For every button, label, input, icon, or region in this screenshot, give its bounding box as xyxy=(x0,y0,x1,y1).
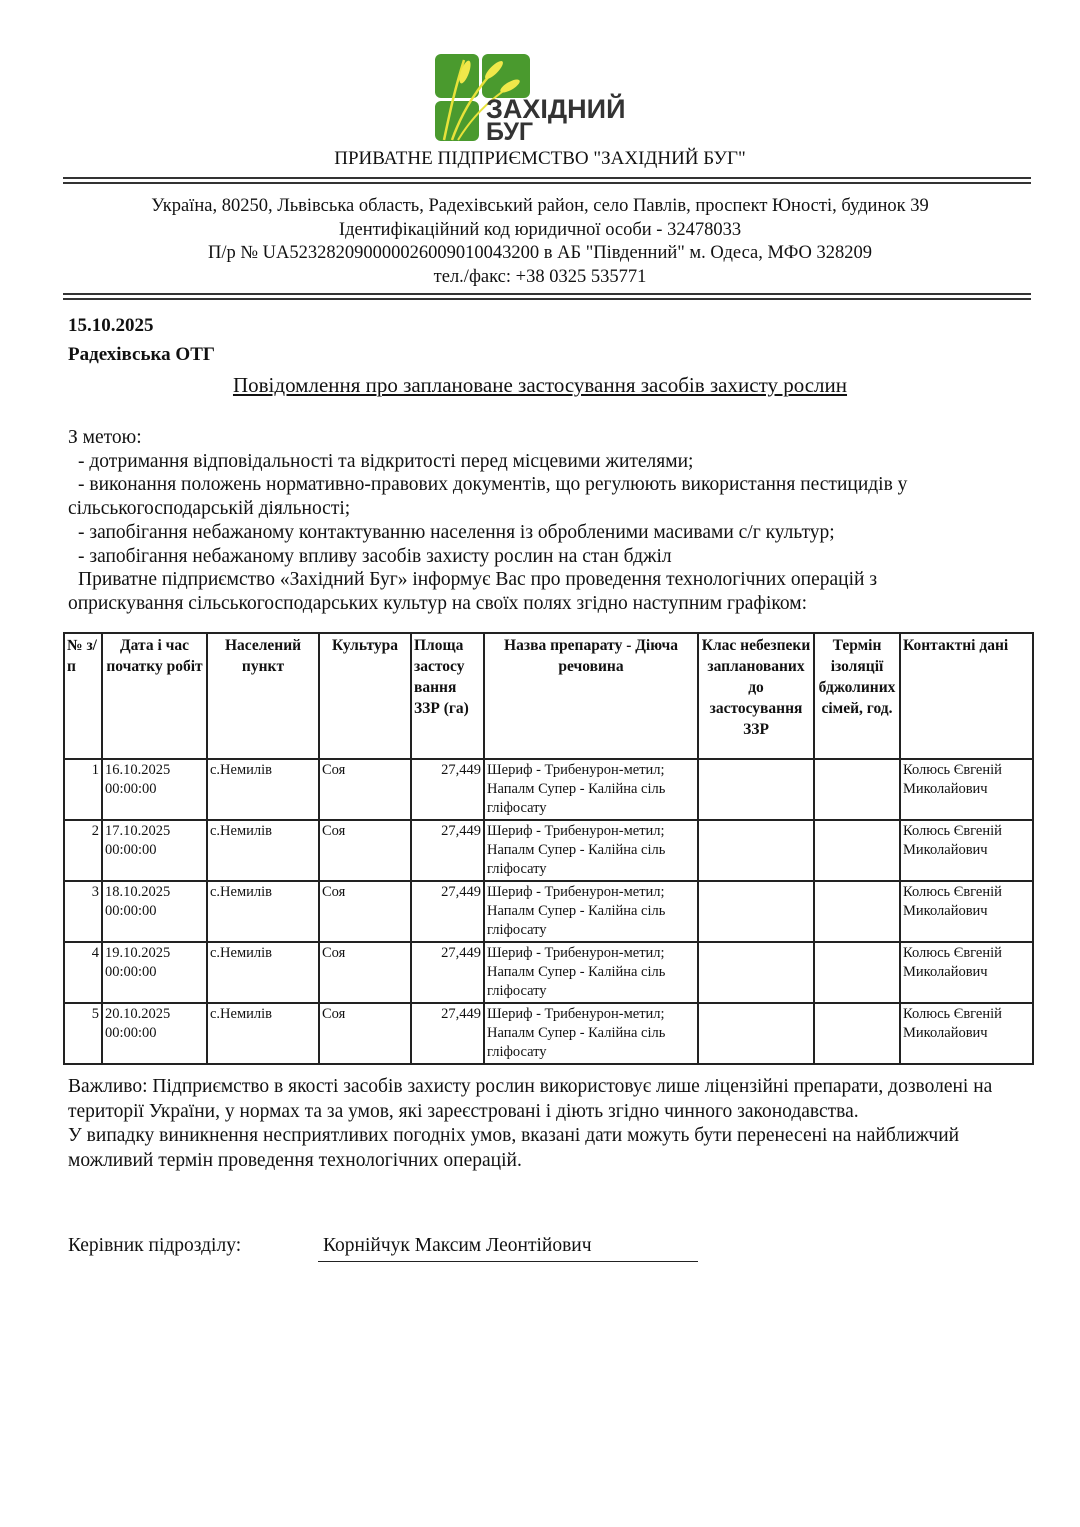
cell-number: 4 xyxy=(64,942,102,1003)
purpose-item-continuation: сільськогосподарській діяльності; xyxy=(68,498,351,520)
company-bank-account: П/р № UA523282090000026009010043200 в АБ "Південний" м. Одеса, МФО 328209 xyxy=(207,243,873,263)
cell-contact: Колюсь Євгеній Миколайович xyxy=(900,820,1033,881)
table-row xyxy=(64,820,1033,881)
cell-place: с.Немилів xyxy=(207,1003,319,1064)
info-line: Приватне підприємство «Західний Буг» інформує Вас про проведення технологічних операцій з xyxy=(78,569,878,591)
cell-number: 2 xyxy=(64,820,102,881)
table-header-row xyxy=(64,633,1033,759)
table-row xyxy=(64,759,1033,820)
cell-contact: Колюсь Євгеній Миколайович xyxy=(900,1003,1033,1064)
table-row xyxy=(64,942,1033,1003)
cell-product: Шериф - Трибенурон-метил; Напалм Супер - Калійна сіль гліфосату xyxy=(484,820,698,881)
col-header-bee-isolation: Термін ізоляції бджолиних сімей, год. xyxy=(814,633,900,759)
cell-crop: Соя xyxy=(319,759,411,820)
intro-text xyxy=(68,426,1033,616)
notes xyxy=(68,1075,1028,1173)
cell-place: с.Немилів xyxy=(207,881,319,942)
wheat-logo-icon xyxy=(432,52,662,144)
cell-crop: Соя xyxy=(319,820,411,881)
purpose-item: - запобігання небажаному контактуванню населення із обробленими масивами с/г культур; xyxy=(78,521,835,543)
cell-area: 27,449 xyxy=(411,1003,484,1064)
company-id-code: Ідентифікаційний код юридичної особи - 32478033 xyxy=(338,219,742,240)
col-header-number: № з/п xyxy=(64,633,102,759)
document-recipient: Радехівська ОТГ xyxy=(68,344,215,365)
company-address: Україна, 80250, Львівська область, Радехівський район, село Павлів, проспект Юності, будинок 39 xyxy=(151,196,929,216)
cell-hazard-class xyxy=(698,759,814,820)
svg-text:ЗАХІДНИЙ: ЗАХІДНИЙ xyxy=(486,94,626,124)
cell-date: 18.10.2025 00:00:00 xyxy=(102,881,207,942)
cell-hazard-class xyxy=(698,1003,814,1064)
document-date: 15.10.2025 xyxy=(68,315,154,336)
col-header-crop: Культура xyxy=(319,633,411,759)
col-header-hazard-class: Клас небезпеки запланованих до застосування ЗЗР xyxy=(698,633,814,759)
info-line: оприскування сільськогосподарських культур на своїх полях згідно наступним графіком: xyxy=(68,592,808,614)
cell-area: 27,449 xyxy=(411,942,484,1003)
col-header-place: Населений пункт xyxy=(207,633,319,759)
cell-product: Шериф - Трибенурон-метил; Напалм Супер - Калійна сіль гліфосату xyxy=(484,881,698,942)
company-details xyxy=(0,195,1080,289)
cell-number: 1 xyxy=(64,759,102,820)
col-header-product: Назва препарату - Діюча речовина xyxy=(484,633,698,759)
cell-bee-isolation xyxy=(814,881,900,942)
purpose-item: - запобігання небажаному впливу засобів захисту рослин на стан бджіл xyxy=(78,545,672,567)
cell-contact: Колюсь Євгеній Миколайович xyxy=(900,942,1033,1003)
cell-bee-isolation xyxy=(814,1003,900,1064)
cell-contact: Колюсь Євгеній Миколайович xyxy=(900,881,1033,942)
cell-bee-isolation xyxy=(814,942,900,1003)
cell-crop: Соя xyxy=(319,1003,411,1064)
table-row xyxy=(64,1003,1033,1064)
cell-date: 19.10.2025 00:00:00 xyxy=(102,942,207,1003)
purpose-item: - виконання положень нормативно-правових документів, що регулюють використання пестицидів у xyxy=(78,474,908,496)
cell-hazard-class xyxy=(698,820,814,881)
cell-date: 16.10.2025 00:00:00 xyxy=(102,759,207,820)
cell-area: 27,449 xyxy=(411,820,484,881)
cell-bee-isolation xyxy=(814,820,900,881)
cell-date: 17.10.2025 00:00:00 xyxy=(102,820,207,881)
cell-number: 5 xyxy=(64,1003,102,1064)
col-header-contact: Контактні дані xyxy=(900,633,1033,759)
header-separator-bottom xyxy=(63,293,1031,300)
company-phone: тел./факс: +38 0325 535771 xyxy=(433,266,647,287)
purpose-item: - дотримання відповідальності та відкритості перед місцевими жителями; xyxy=(78,450,694,472)
cell-bee-isolation xyxy=(814,759,900,820)
header-separator-top xyxy=(63,177,1031,184)
company-logo xyxy=(432,52,662,144)
purpose-label: З метою: xyxy=(68,427,142,448)
col-header-area: Площа застосу вання ЗЗР (га) xyxy=(411,633,484,759)
cell-product: Шериф - Трибенурон-метил; Напалм Супер - Калійна сіль гліфосату xyxy=(484,1003,698,1064)
important-note: Важливо: Підприємство в якості засобів захисту рослин використовує лише ліцензійні препарати, дозволені на території України, у нормах та за умов, які зареєстровані і діють згідно чинного законодавства. xyxy=(68,1076,993,1122)
cell-place: с.Немилів xyxy=(207,942,319,1003)
schedule-table xyxy=(63,632,1034,1065)
col-header-date: Дата і час початку робіт xyxy=(102,633,207,759)
cell-contact: Колюсь Євгеній Миколайович xyxy=(900,759,1033,820)
cell-area: 27,449 xyxy=(411,759,484,820)
company-name: ПРИВАТНЕ ПІДПРИЄМСТВО "ЗАХІДНИЙ БУГ" xyxy=(334,148,746,169)
cell-place: с.Немилів xyxy=(207,759,319,820)
weather-note: У випадку виникнення несприятливих погодніх умов, вказані дати можуть бути перенесені на найближчий можливий термін проведення технологічних операцій. xyxy=(68,1125,960,1171)
document-title: Повідомлення про заплановане застосування засобів захисту рослин xyxy=(232,373,848,397)
cell-crop: Соя xyxy=(319,881,411,942)
signature-name: Корнійчук Максим Леонтійович xyxy=(318,1235,698,1262)
cell-hazard-class xyxy=(698,881,814,942)
cell-area: 27,449 xyxy=(411,881,484,942)
cell-number: 3 xyxy=(64,881,102,942)
cell-place: с.Немилів xyxy=(207,820,319,881)
signature-label: Керівник підрозділу: xyxy=(68,1235,242,1256)
cell-date: 20.10.2025 00:00:00 xyxy=(102,1003,207,1064)
table-row xyxy=(64,881,1033,942)
cell-product: Шериф - Трибенурон-метил; Напалм Супер - Калійна сіль гліфосату xyxy=(484,759,698,820)
cell-product: Шериф - Трибенурон-метил; Напалм Супер - Калійна сіль гліфосату xyxy=(484,942,698,1003)
cell-crop: Соя xyxy=(319,942,411,1003)
cell-hazard-class xyxy=(698,942,814,1003)
svg-text:БУГ: БУГ xyxy=(486,118,534,144)
